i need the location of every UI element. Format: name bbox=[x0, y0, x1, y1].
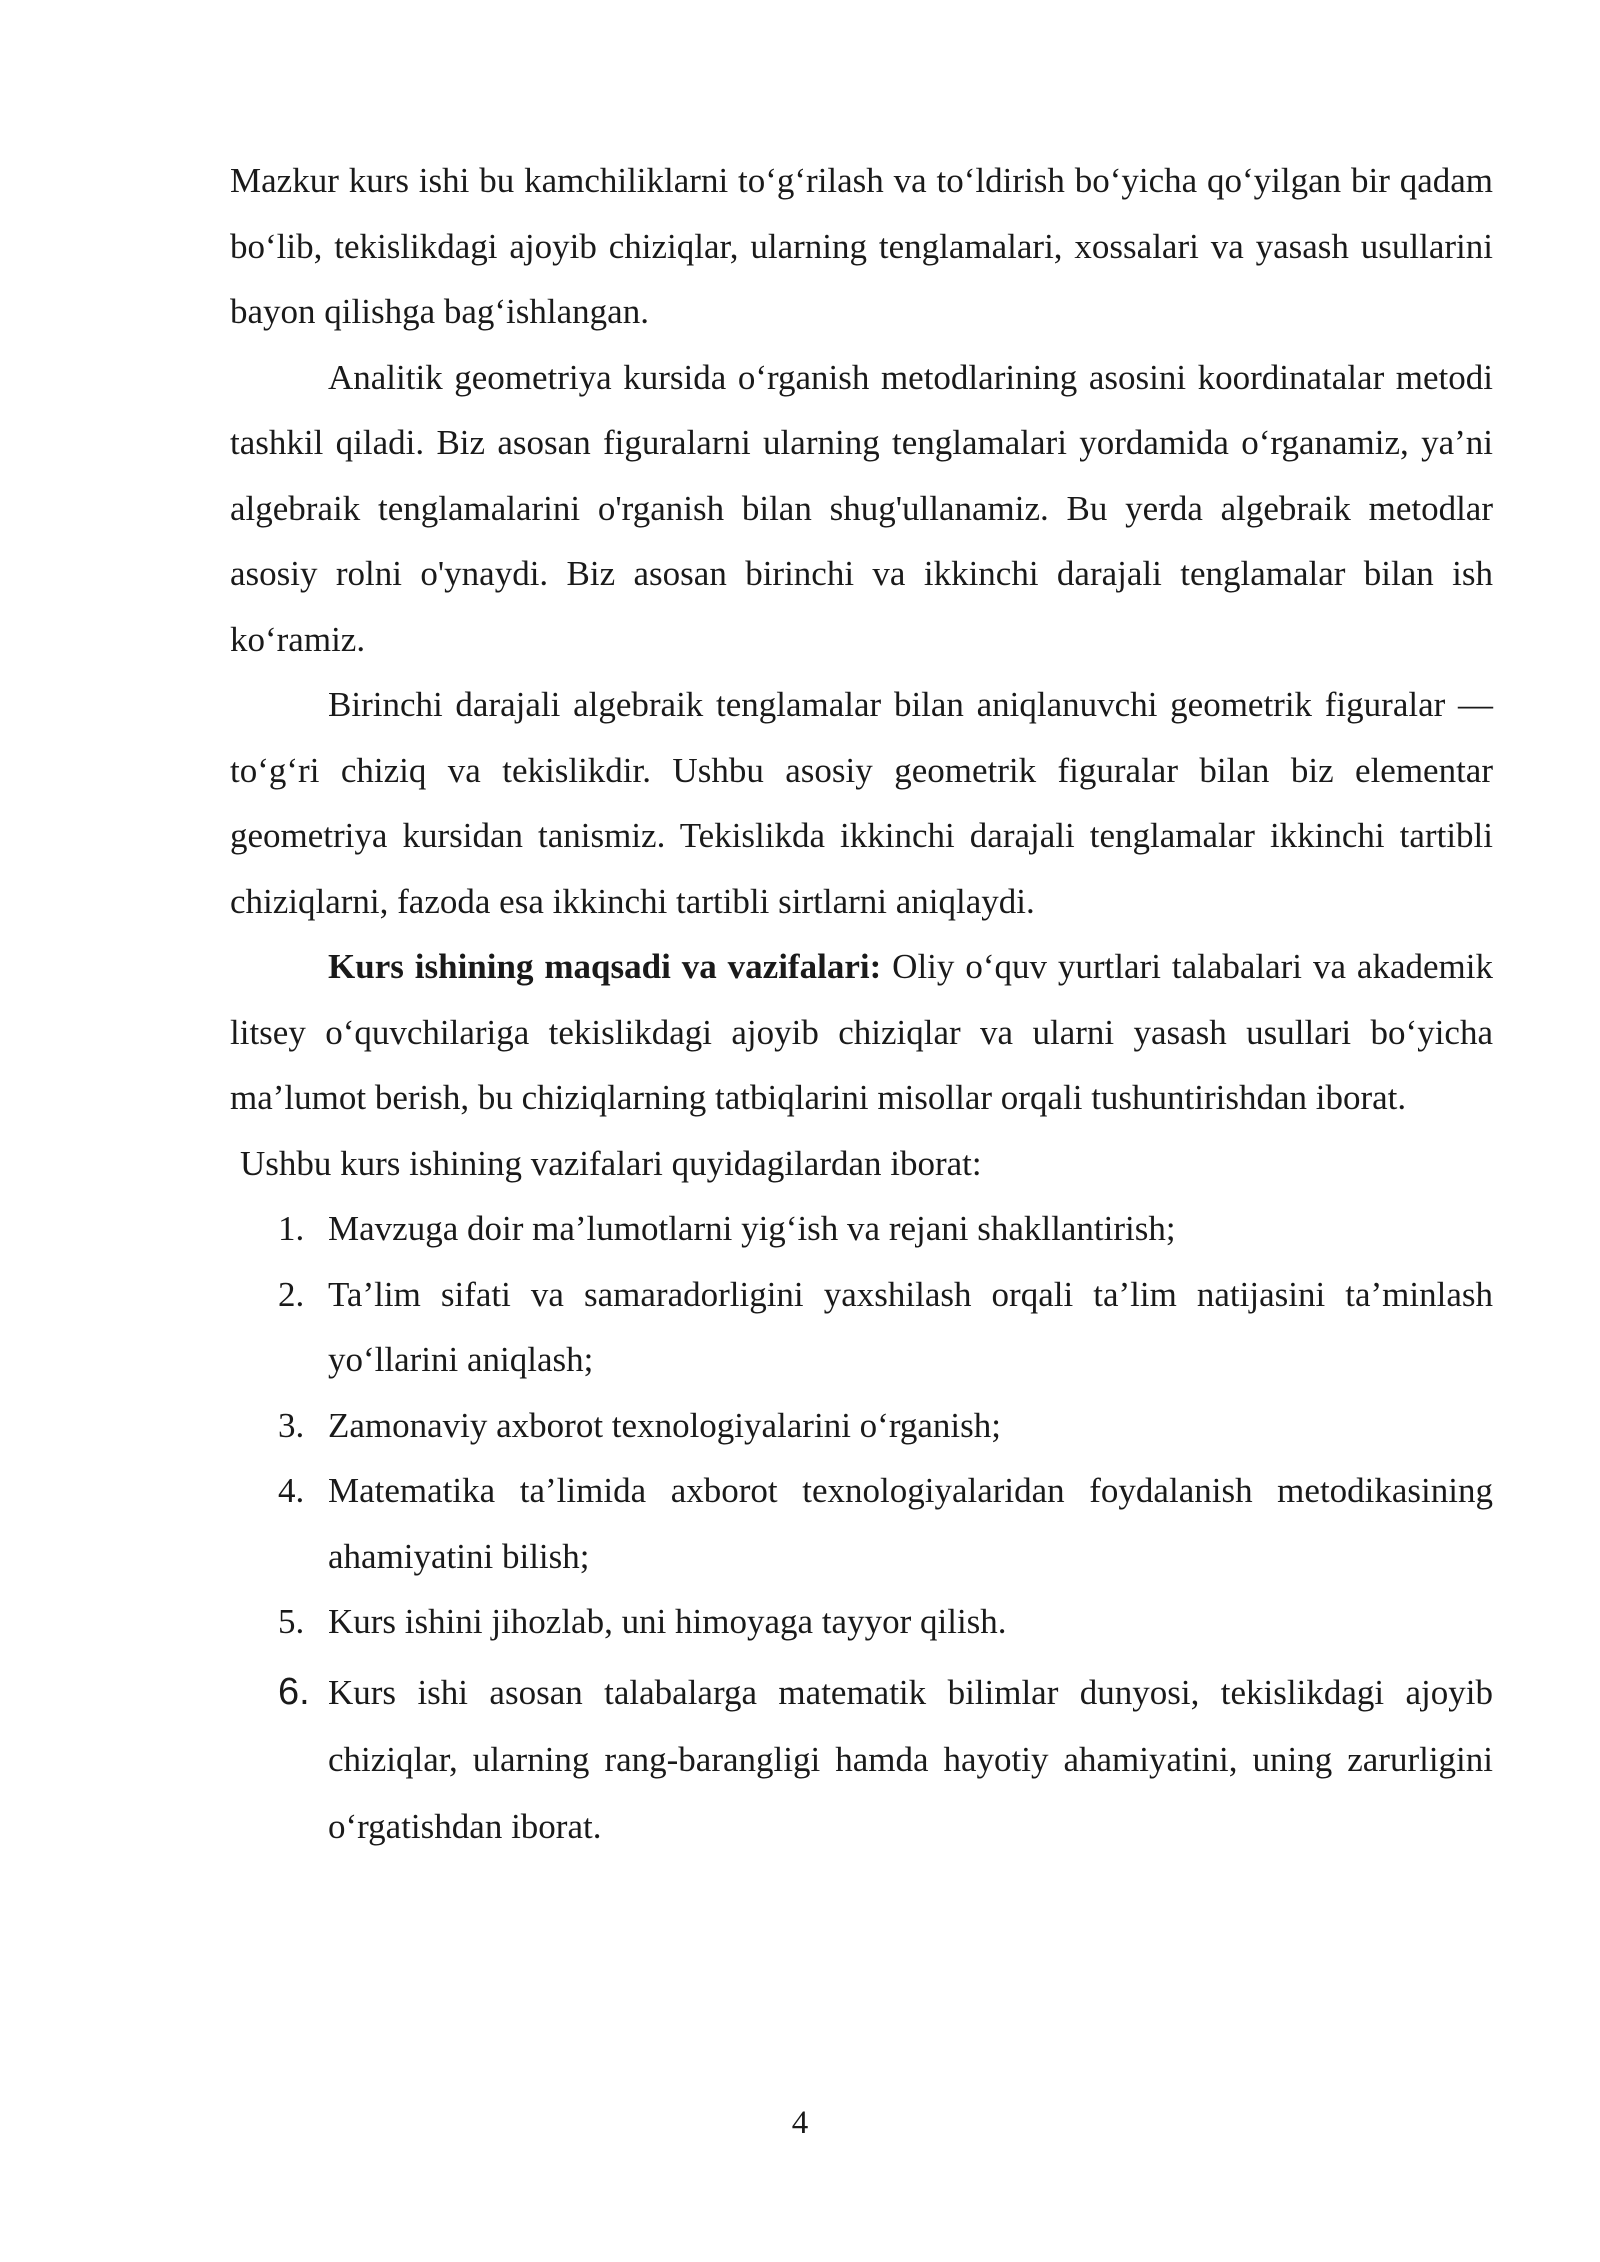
paragraph-intro: Mazkur kurs ishi bu kamchiliklarni to‘g‘rilash va to‘ldirish bo‘yicha qo‘yilgan bir qadam bo‘lib, tekislikdagi ajoyib chiziqlar, ularning tenglamalari, xossalari va yasash usullarini bayon qilishga bag‘ishlangan. bbox=[230, 161, 1493, 331]
tasks-list bbox=[230, 1196, 1493, 1860]
paragraph-analytic-geometry: Analitik geometriya kursida o‘rganish metodlarining asosini koordinatalar metodi tashkil qiladi. Biz asosan figuralarni ularning tenglamalari yordamida o‘rganamiz, ya’ni algebraik tenglamalarini o'rganish bilan shug'ullanamiz. Bu yerda algebraik metodlar asosiy rolni o'ynaydi. Biz asosan birinchi va ikkinchi darajali tenglamalar bilan ish ko‘ramiz. bbox=[230, 357, 1493, 659]
goals-text: Oliy o‘quv yurtlari talabalari va akademik litsey o‘quvchilariga tekislikdagi ajoyib chiziqlar va ularni yasash usullari bo‘yicha ma’lumot berish, bu chiziqlarning tatbiqlarini misollar orqali tushuntirishdan iborat. bbox=[230, 947, 1493, 1117]
list-item bbox=[230, 1589, 1493, 1655]
list-item-number: 5. bbox=[278, 1602, 305, 1641]
goals-heading: Kurs ishining maqsadi va vazifalari: bbox=[328, 947, 882, 986]
list-item-text: Kurs ishini jihozlab, uni himoyaga tayyor qilish. bbox=[328, 1602, 1007, 1641]
list-item bbox=[230, 1458, 1493, 1589]
list-item-text: Zamonaviy axborot texnologiyalarini o‘rganish; bbox=[328, 1405, 1001, 1445]
list-item-text: Mavzuga doir ma’lumotlarni yig‘ish va rejani shakllantirish; bbox=[328, 1209, 1176, 1248]
list-item-text: Ta’lim sifati va samaradorligini yaxshilash orqali ta’lim natijasini ta’minlash yo‘llarini aniqlash; bbox=[328, 1274, 1493, 1379]
list-item-number: 3. bbox=[278, 1405, 305, 1445]
list-item bbox=[230, 1196, 1493, 1262]
list-item-number: 2. bbox=[278, 1274, 305, 1314]
list-item bbox=[230, 1262, 1493, 1393]
list-item bbox=[230, 1393, 1493, 1459]
tasks-intro: Ushbu kurs ishining vazifalari quyidagilardan iborat: bbox=[240, 1143, 982, 1183]
list-item-text: Kurs ishi asosan talabalarga matematik bilimlar dunyosi, tekislikdagi ajoyib chiziqlar, ularning rang-barangligi hamda hayotiy ahamiyatini, uning zarurligini o‘rgatishdan iborat. bbox=[328, 1672, 1493, 1846]
document-body bbox=[230, 148, 1493, 1860]
paragraph-goals bbox=[230, 934, 1493, 1131]
list-item-number: 6. bbox=[278, 1670, 310, 1713]
list-item-number: 4. bbox=[278, 1471, 305, 1510]
list-item-number: 1. bbox=[278, 1209, 305, 1248]
paragraph-first-degree: Birinchi darajali algebraik tenglamalar bilan aniqlanuvchi geometrik figuralar —to‘g‘ri chiziq va tekislikdir. Ushbu asosiy geometrik figuralar bilan biz elementar geometriya kursidan tanismiz. Tekislikda ikkinchi darajali tenglamalar ikkinchi tartibli chiziqlarni, fazoda esa ikkinchi tartibli sirtlarni aniqlaydi. bbox=[230, 685, 1493, 921]
page-number: 4 bbox=[791, 2105, 809, 2141]
list-item-text: Matematika ta’limida axborot texnologiyalaridan foydalanish metodikasining ahamiyatini bilish; bbox=[328, 1471, 1493, 1576]
list-item bbox=[230, 1659, 1493, 1860]
